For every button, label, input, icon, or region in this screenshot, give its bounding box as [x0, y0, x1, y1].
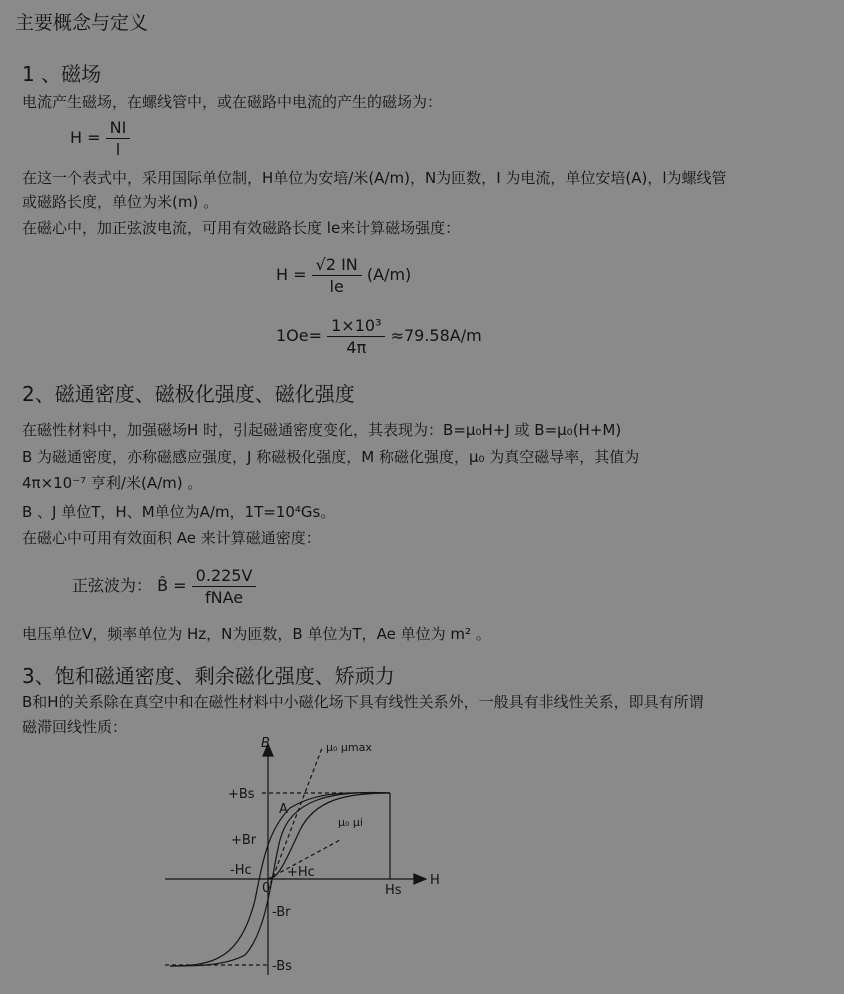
- neg-hc-label: -Hc: [230, 863, 252, 878]
- section-2-paragraph-2: B 为磁通密度，亦称磁感应强度，J 称磁极化强度，M 称磁化强度，μ₀ 为真空磁导率，其值为: [22, 448, 640, 466]
- formula-lhs: H =: [70, 128, 101, 147]
- formula-lhs: H =: [276, 265, 307, 284]
- neg-bs-label: -Bs: [272, 959, 292, 974]
- formula-numerator: 1×10³: [327, 316, 385, 337]
- section-2-paragraph-1: 在磁性材料中，加强磁场H 时，引起磁通密度变化，其表现为：B=μ₀H+J 或 B=μ₀(H+M): [22, 421, 622, 439]
- formula-rhs: ≈79.58A/m: [390, 326, 482, 345]
- formula-unit: (A/m): [366, 265, 412, 284]
- section-2-paragraph-5: 在磁心中可用有效面积 Ae 来计算磁通密度：: [22, 529, 321, 547]
- hs-label: Hs: [385, 883, 402, 898]
- mu-max-label: μ₀ μmax: [326, 741, 372, 754]
- pos-hc-label: +Hc: [287, 865, 315, 880]
- b-axis-label: B: [261, 736, 270, 751]
- formula-denominator: l: [115, 140, 121, 159]
- mu-i-label: μ₀ μi: [338, 816, 363, 829]
- section-3-paragraph-1: B和H的关系除在真空中和在磁性材料中小磁化场下具有线性关系外，一般具有非线性关系，即具有所谓: [22, 693, 704, 711]
- section-1-paragraph-3: 在磁心中，加正弦波电流，可用有效磁路长度 le来计算磁场强度：: [22, 219, 461, 237]
- formula-numerator: √2 IN: [312, 255, 362, 276]
- h-axis-label: H: [430, 873, 440, 888]
- formula-denominator: fNAe: [204, 588, 244, 607]
- section-2-heading: 2、磁通密度、磁极化强度、磁化强度: [22, 382, 355, 406]
- br-label: +Br: [231, 833, 257, 848]
- section-3-paragraph-2: 磁滞回线性质：: [22, 718, 128, 736]
- formula-label: 正弦波为：: [72, 576, 153, 595]
- h-axis-arrow-icon: [414, 874, 426, 884]
- section-1-paragraph-1: 电流产生磁场，在螺线管中，或在磁路中电流的产生的磁场为：: [22, 93, 443, 111]
- section-1-heading: 1 、磁场: [22, 62, 102, 86]
- formula-denominator: le: [329, 277, 344, 296]
- neg-br-label: -Br: [272, 905, 291, 920]
- section-1-paragraph-2a: 在这一个表式中，采用国际单位制，H单位为安培/米(A/m)，N为匝数，I 为电流，单位安培(A)，l为螺线管: [22, 169, 727, 187]
- formula-numerator: 0.225V: [192, 566, 257, 587]
- bs-label: +Bs: [228, 787, 255, 802]
- formula-numerator: NI: [106, 118, 131, 139]
- formula-lhs: 1Oe=: [276, 326, 323, 345]
- section-1-paragraph-2b: 或磁路长度，单位为米(m) 。: [22, 193, 219, 211]
- section-2-paragraph-4: B 、J 单位T，H、M单位为A/m，1T=10⁴Gs。: [22, 503, 336, 521]
- origin-label: 0: [262, 881, 271, 896]
- formula-lhs: B̂ =: [157, 576, 187, 595]
- formula-denominator: 4π: [346, 338, 367, 357]
- section-2-paragraph-6: 电压单位V，频率单位为 Hz，N为匝数，B 单位为T，Ae 单位为 m² 。: [22, 625, 491, 643]
- section-3-heading: 3、饱和磁通密度、剩余磁化强度、矫顽力: [22, 664, 395, 688]
- point-a-label: A: [279, 802, 288, 817]
- section-2-paragraph-3: 4π×10⁻⁷ 亨利/米(A/m) 。: [22, 474, 203, 492]
- page-title: 主要概念与定义: [15, 12, 149, 34]
